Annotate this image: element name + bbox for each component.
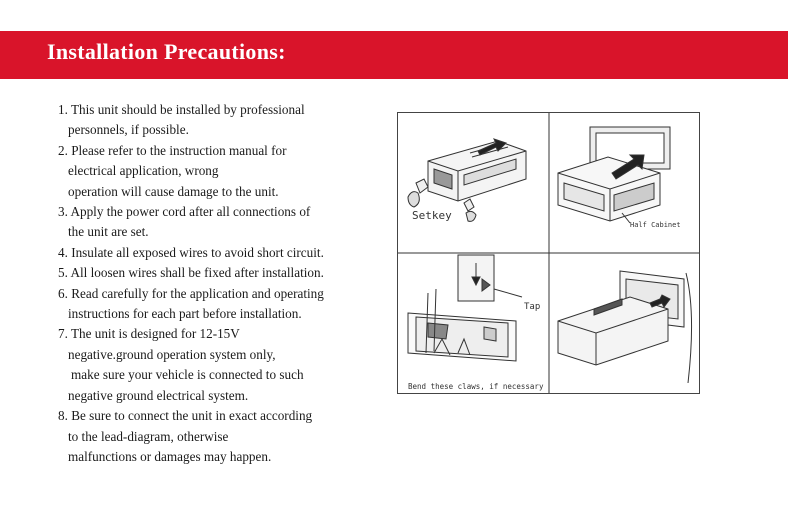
precaution-item-5: [58, 263, 388, 283]
precaution-item-1: [58, 100, 388, 141]
tap-label: Tap: [524, 302, 541, 312]
precautions-list: [58, 100, 388, 467]
precaution-line: instructions for each part before installation.: [68, 306, 302, 322]
header-banner: [0, 31, 788, 79]
installation-diagram: [397, 112, 700, 394]
precaution-line: 3. Apply the power cord after all connections of: [58, 204, 311, 220]
precaution-line: negative.ground operation system only,: [68, 346, 276, 362]
half-cabinet-label: Half Cabinet: [630, 221, 681, 229]
page-title: Installation Precautions:: [47, 39, 286, 64]
panel-half-cabinet: [558, 127, 670, 223]
precaution-line: 7. The unit is designed for 12-15V: [58, 326, 240, 342]
precaution-line: 4. Insulate all exposed wires to avoid short circuit.: [58, 244, 324, 260]
setkey-label: Setkey: [412, 209, 452, 222]
panel-unit-release-keys: [428, 139, 526, 201]
precaution-line: the unit are set.: [68, 224, 149, 240]
precaution-item-2: [58, 141, 388, 202]
precaution-line: to the lead-diagram, otherwise: [68, 428, 229, 444]
installation-diagram-svg: [398, 113, 699, 393]
precaution-line: 1. This unit should be installed by professional: [58, 102, 305, 117]
precaution-item-8: [58, 406, 388, 467]
precaution-line: 6. Read carefully for the application and operating: [58, 285, 324, 301]
precaution-line: negative ground electrical system.: [68, 387, 249, 403]
precaution-line: electrical application, wrong: [68, 163, 219, 179]
panel-bend-claws: [408, 255, 522, 361]
precaution-item-3: [58, 202, 388, 243]
bend-claws-label: Bend these claws, if necessary: [408, 382, 544, 391]
precaution-line: 5. All loosen wires shall be fixed after installation.: [58, 265, 324, 281]
precaution-line: malfunctions or damages may happen.: [68, 448, 272, 464]
precaution-line: 2. Please refer to the instruction manual for: [58, 142, 287, 158]
precaution-item-7: [58, 324, 388, 406]
precaution-item-4: [58, 243, 388, 263]
precaution-line: 8. Be sure to connect the unit in exact according: [58, 408, 313, 424]
precaution-line: make sure your vehicle is connected to such: [71, 367, 304, 383]
panel-insert-unit: [558, 271, 692, 383]
precaution-line: operation will cause damage to the unit.: [68, 183, 279, 199]
precaution-item-6: [58, 284, 388, 325]
precaution-line: personnels, if possible.: [68, 122, 189, 138]
